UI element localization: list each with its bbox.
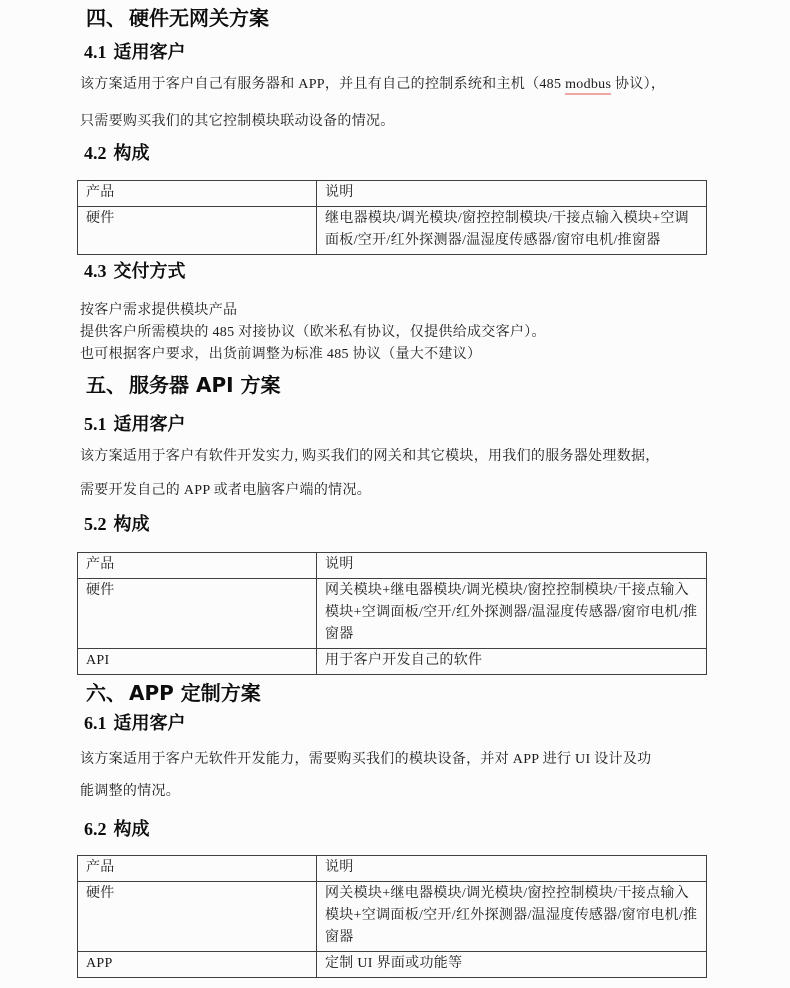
section-4-2-heading bbox=[84, 143, 150, 165]
paragraph-text: 协议）， bbox=[611, 77, 666, 92]
table-header-product: 产品 bbox=[78, 856, 317, 882]
paragraph-line: 按客户需求提供模块产品 bbox=[80, 303, 238, 318]
section-4-3-heading bbox=[84, 261, 186, 283]
table-header-row bbox=[78, 553, 707, 579]
section-6-heading-number: 六、 bbox=[86, 683, 126, 705]
section-6-1-heading-title: 适用客户 bbox=[113, 713, 186, 734]
table-cell-description: 继电器模块/调光模块/窗控控制模块/干接点输入模块+空调面板/空开/红外探测器/温湿度传感器/窗帘电机/推窗器 bbox=[317, 207, 707, 255]
paragraph-line: 提供客户所需模块的 485 对接协议（欧米私有协议，仅提供给成交客户）。 bbox=[80, 325, 546, 340]
table-row bbox=[78, 952, 707, 978]
section-6-heading bbox=[86, 681, 261, 706]
paragraph-line bbox=[80, 76, 665, 95]
products-table-3 bbox=[77, 855, 707, 978]
table-cell-description: 网关模块+继电器模块/调光模块/窗控控制模块/干接点输入模块+空调面板/空开/红外探测器/温湿度传感器/窗帘电机/推窗器 bbox=[317, 882, 707, 952]
section-5-1-heading bbox=[84, 414, 186, 436]
table-header-description: 说明 bbox=[317, 553, 707, 579]
section-5-heading bbox=[86, 373, 281, 398]
table-cell-product: APP bbox=[78, 952, 317, 978]
table-cell-product: 硬件 bbox=[78, 579, 317, 649]
paragraph-line: 该方案适用于客户有软件开发实力, 购买我们的网关和其它模块，用我们的服务器处理数据， bbox=[80, 449, 660, 464]
section-6-2-heading-number: 6.2 bbox=[84, 819, 107, 839]
section-6-1-heading-number: 6.1 bbox=[84, 713, 107, 733]
section-6-1-heading bbox=[84, 713, 186, 735]
table-cell-description: 定制 UI 界面或功能等 bbox=[317, 952, 707, 978]
section-4-heading-title: 硬件无网关方案 bbox=[129, 6, 269, 30]
section-4-2-heading-number: 4.2 bbox=[84, 143, 107, 163]
section-4-1-heading-title: 适用客户 bbox=[113, 42, 186, 63]
section-5-2-heading bbox=[84, 514, 150, 536]
table-cell-product: 硬件 bbox=[78, 207, 317, 255]
section-5-heading-title: 服务器 API 方案 bbox=[129, 373, 281, 397]
section-6-2-heading bbox=[84, 819, 150, 841]
table-cell-description: 网关模块+继电器模块/调光模块/窗控控制模块/干接点输入模块+空调面板/空开/红外探测器/温湿度传感器/窗帘电机/推窗器 bbox=[317, 579, 707, 649]
section-4-1-heading bbox=[84, 42, 186, 64]
section-5-2-heading-title: 构成 bbox=[113, 514, 150, 535]
table-cell-product: API bbox=[78, 649, 317, 675]
table-header-product: 产品 bbox=[78, 553, 317, 579]
section-5-2-heading-number: 5.2 bbox=[84, 514, 107, 534]
table-header-row bbox=[78, 181, 707, 207]
table-row bbox=[78, 579, 707, 649]
section-4-3-heading-title: 交付方式 bbox=[113, 261, 186, 282]
delivery-paragraph bbox=[80, 300, 546, 366]
table-row bbox=[78, 207, 707, 255]
section-4-heading bbox=[86, 6, 269, 31]
paragraph-line: 能调整的情况。 bbox=[80, 784, 181, 799]
table-header-row bbox=[78, 856, 707, 882]
table-row bbox=[78, 649, 707, 675]
section-6-heading-title: APP 定制方案 bbox=[129, 681, 261, 705]
section-5-1-heading-number: 5.1 bbox=[84, 414, 107, 434]
paragraph-text: 该方案适用于客户自己有服务器和 APP，并且有自己的控制系统和主机（485 bbox=[80, 77, 566, 92]
paragraph-line: 也可根据客户要求，出货前调整为标准 485 协议（量大不建议） bbox=[80, 347, 482, 362]
section-4-3-heading-number: 4.3 bbox=[84, 261, 107, 281]
products-table-1 bbox=[77, 180, 707, 255]
section-4-1-heading-number: 4.1 bbox=[84, 42, 107, 62]
table-header-product: 产品 bbox=[78, 181, 317, 207]
section-6-2-heading-title: 构成 bbox=[113, 819, 150, 840]
section-4-heading-number: 四、 bbox=[86, 8, 126, 30]
table-cell-description: 用于客户开发自己的软件 bbox=[317, 649, 707, 675]
table-header-description: 说明 bbox=[317, 181, 707, 207]
section-5-1-heading-title: 适用客户 bbox=[113, 414, 186, 435]
table-header-description: 说明 bbox=[317, 856, 707, 882]
table-cell-product: 硬件 bbox=[78, 882, 317, 952]
paragraph-line: 需要开发自己的 APP 或者电脑客户端的情况。 bbox=[80, 483, 372, 498]
products-table-2 bbox=[77, 552, 707, 675]
section-5-heading-number: 五、 bbox=[86, 375, 126, 397]
section-4-2-heading-title: 构成 bbox=[113, 143, 150, 164]
table-row bbox=[78, 882, 707, 952]
paragraph-line: 该方案适用于客户无软件开发能力，需要购买我们的模块设备，并对 APP 进行 UI 设计及功 bbox=[80, 752, 652, 767]
paragraph-line: 只需要购买我们的其它控制模块联动设备的情况。 bbox=[80, 114, 395, 129]
spellcheck-marked-word: modbus bbox=[565, 77, 611, 95]
